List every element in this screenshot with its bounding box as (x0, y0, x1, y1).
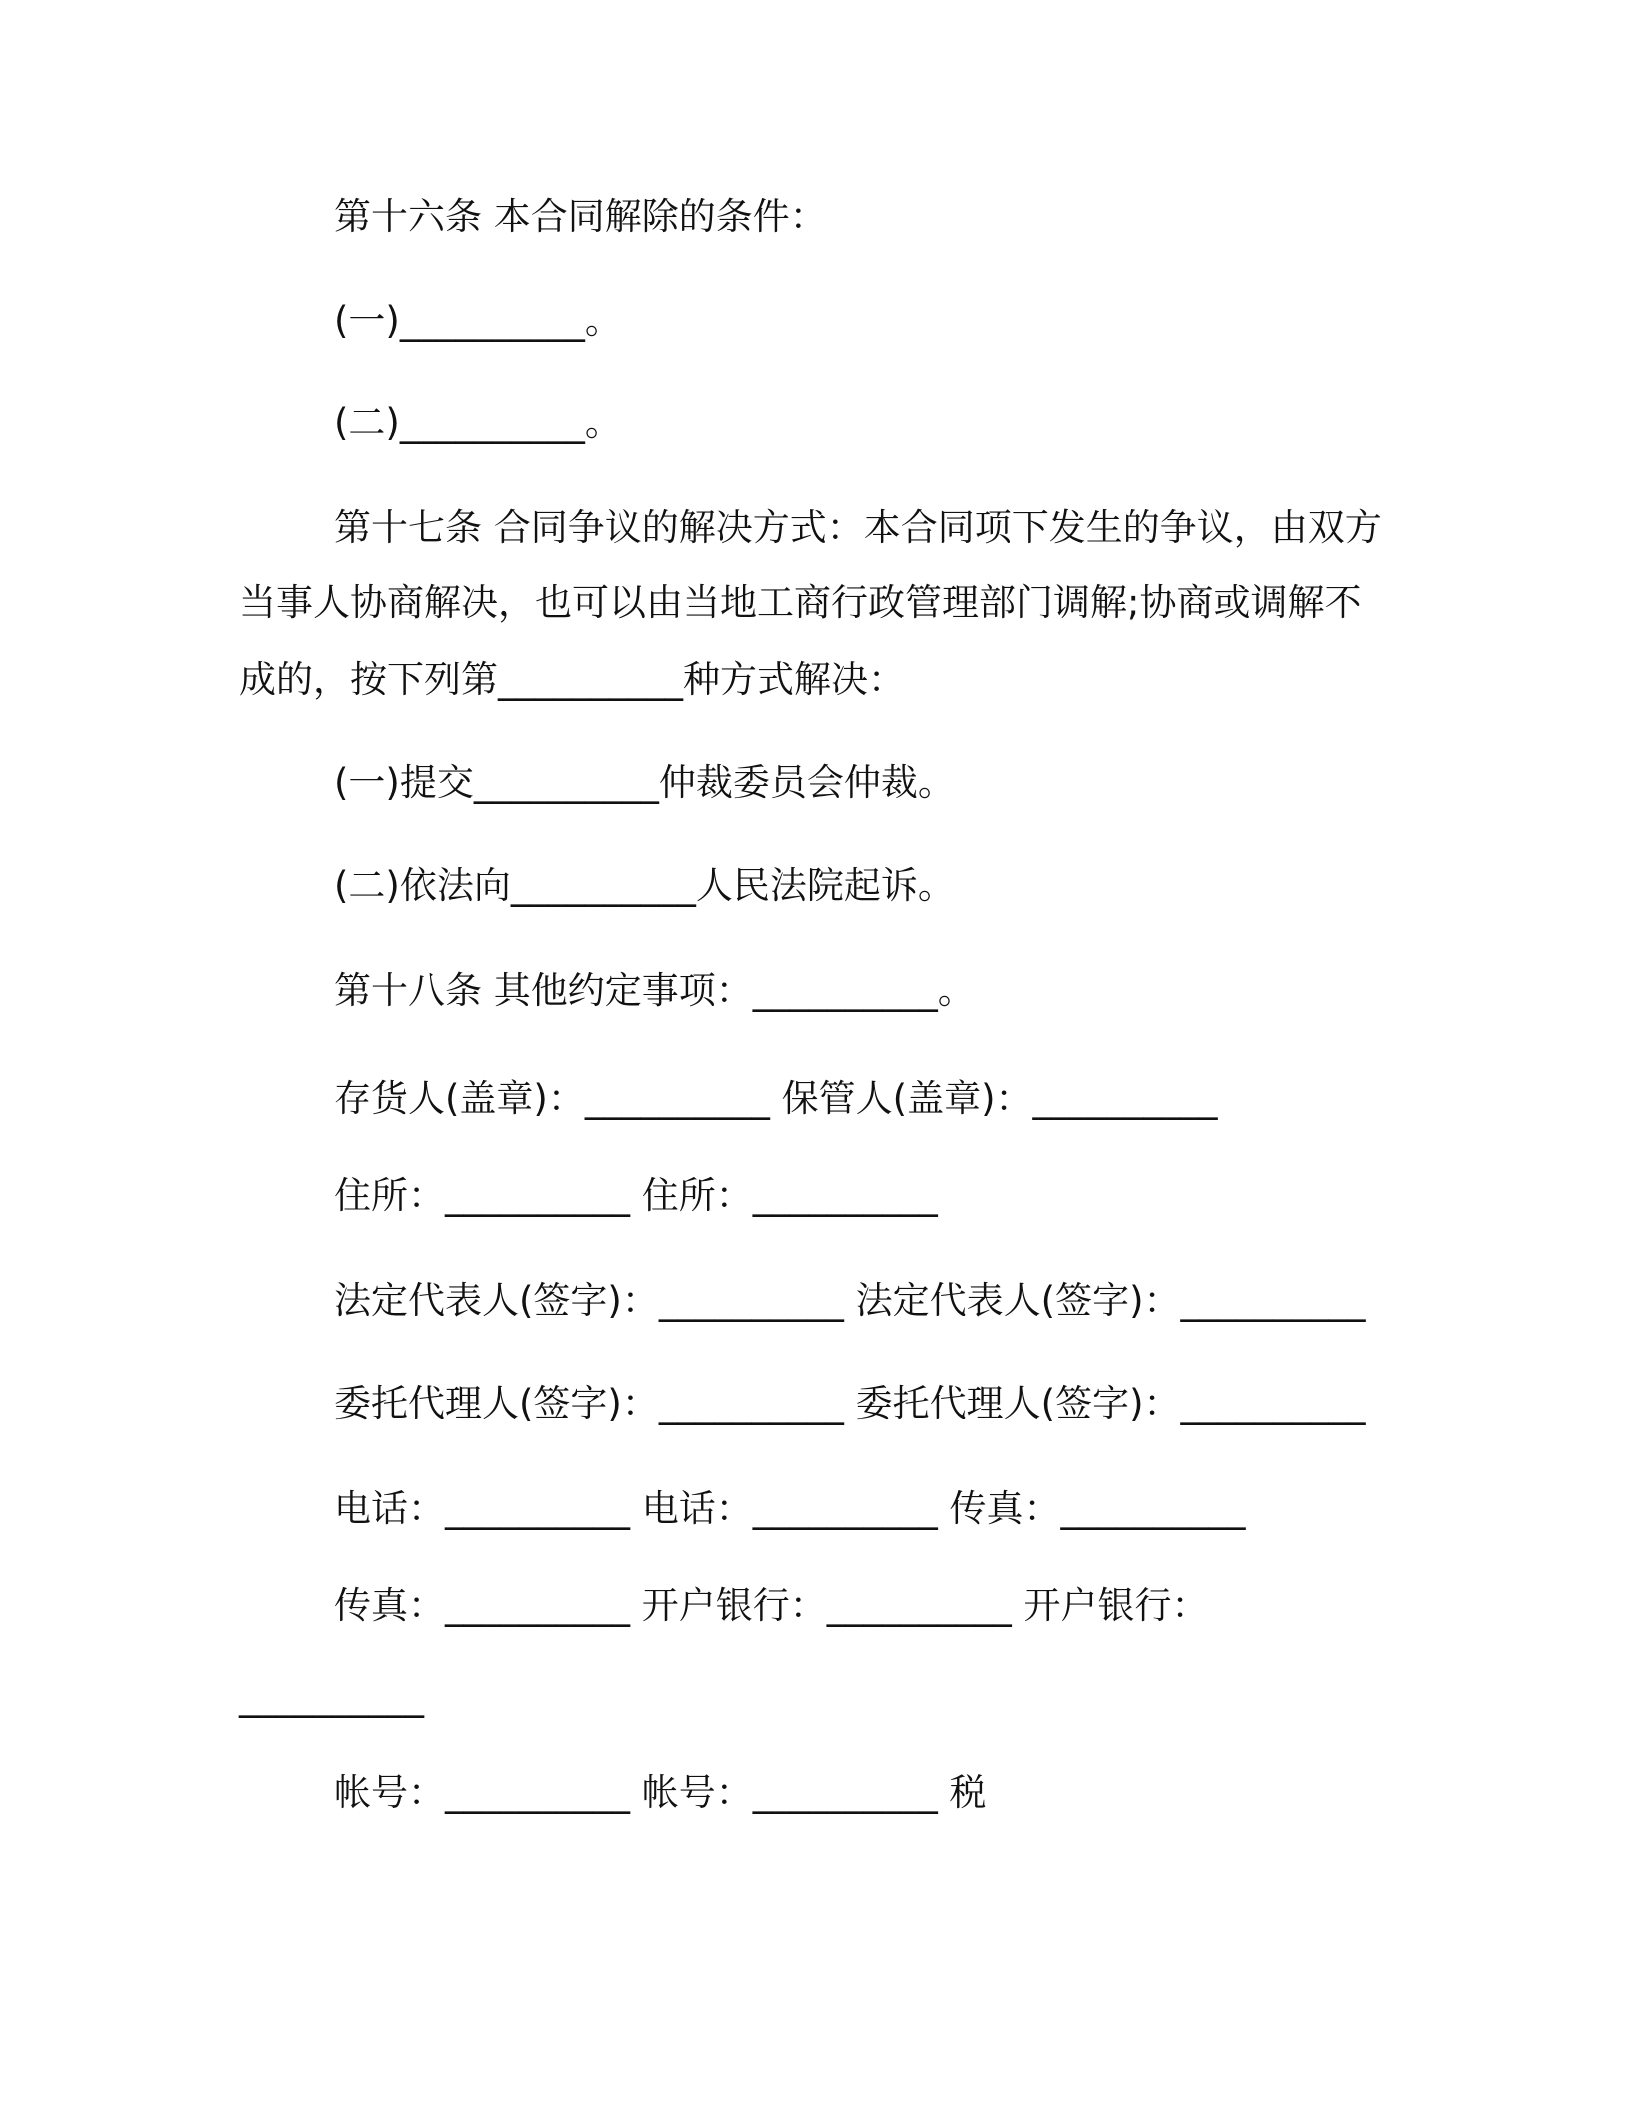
article-16-item-2 (0, 400, 1632, 446)
signature-agent-row (0, 1381, 1632, 1427)
article-16-heading (0, 194, 1632, 240)
text-line: 存货人(盖章)：__________ 保管人(盖章)：__________ (334, 1077, 1218, 1120)
text-line: __________ (239, 1675, 424, 1718)
article-18 (0, 968, 1632, 1014)
text-line: 第十七条 合同争议的解决方式：本合同项下发生的争议，由双方 (334, 506, 1382, 549)
article-17-option-1 (0, 760, 1632, 806)
text-line: (一)提交__________仲裁委员会仲裁。 (334, 761, 955, 804)
text-line: 传真：__________ 开户银行：__________ 开户银行： (334, 1584, 1209, 1627)
signature-legal-rep-row (0, 1278, 1632, 1324)
text-line: 第十八条 其他约定事项：__________。 (334, 969, 975, 1012)
signature-bank-blank-row (0, 1674, 1632, 1720)
text-line: (二)__________。 (334, 401, 622, 444)
signature-account-row (0, 1770, 1632, 1816)
article-17-line-1 (0, 505, 1632, 551)
signature-address-row (0, 1173, 1632, 1219)
text-line: 住所：__________ 住所：__________ (334, 1174, 938, 1217)
text-line: 法定代表人(签字)：__________ 法定代表人(签字)：__________ (334, 1279, 1366, 1322)
text-line: 帐号：__________ 帐号：__________ 税 (334, 1771, 987, 1814)
text-line: 当事人协商解决，也可以由当地工商行政管理部门调解;协商或调解不 (239, 581, 1362, 624)
article-16-item-1 (0, 298, 1632, 344)
text-line: 第十六条 本合同解除的条件： (334, 195, 827, 238)
signature-phone-row (0, 1486, 1632, 1532)
signature-fax-bank-row (0, 1583, 1632, 1629)
text-line: (一)__________。 (334, 299, 622, 342)
article-17-line-2 (0, 580, 1632, 626)
article-17-line-3 (0, 657, 1632, 703)
article-17-option-2 (0, 863, 1632, 909)
text-line: 委托代理人(签字)：__________ 委托代理人(签字)：__________ (334, 1382, 1366, 1425)
text-line: 电话：__________ 电话：__________ 传真：__________ (334, 1487, 1246, 1530)
text-line: (二)依法向__________人民法院起诉。 (334, 864, 955, 907)
signature-seal-row (0, 1076, 1632, 1122)
text-line: 成的，按下列第__________种方式解决： (239, 658, 905, 701)
